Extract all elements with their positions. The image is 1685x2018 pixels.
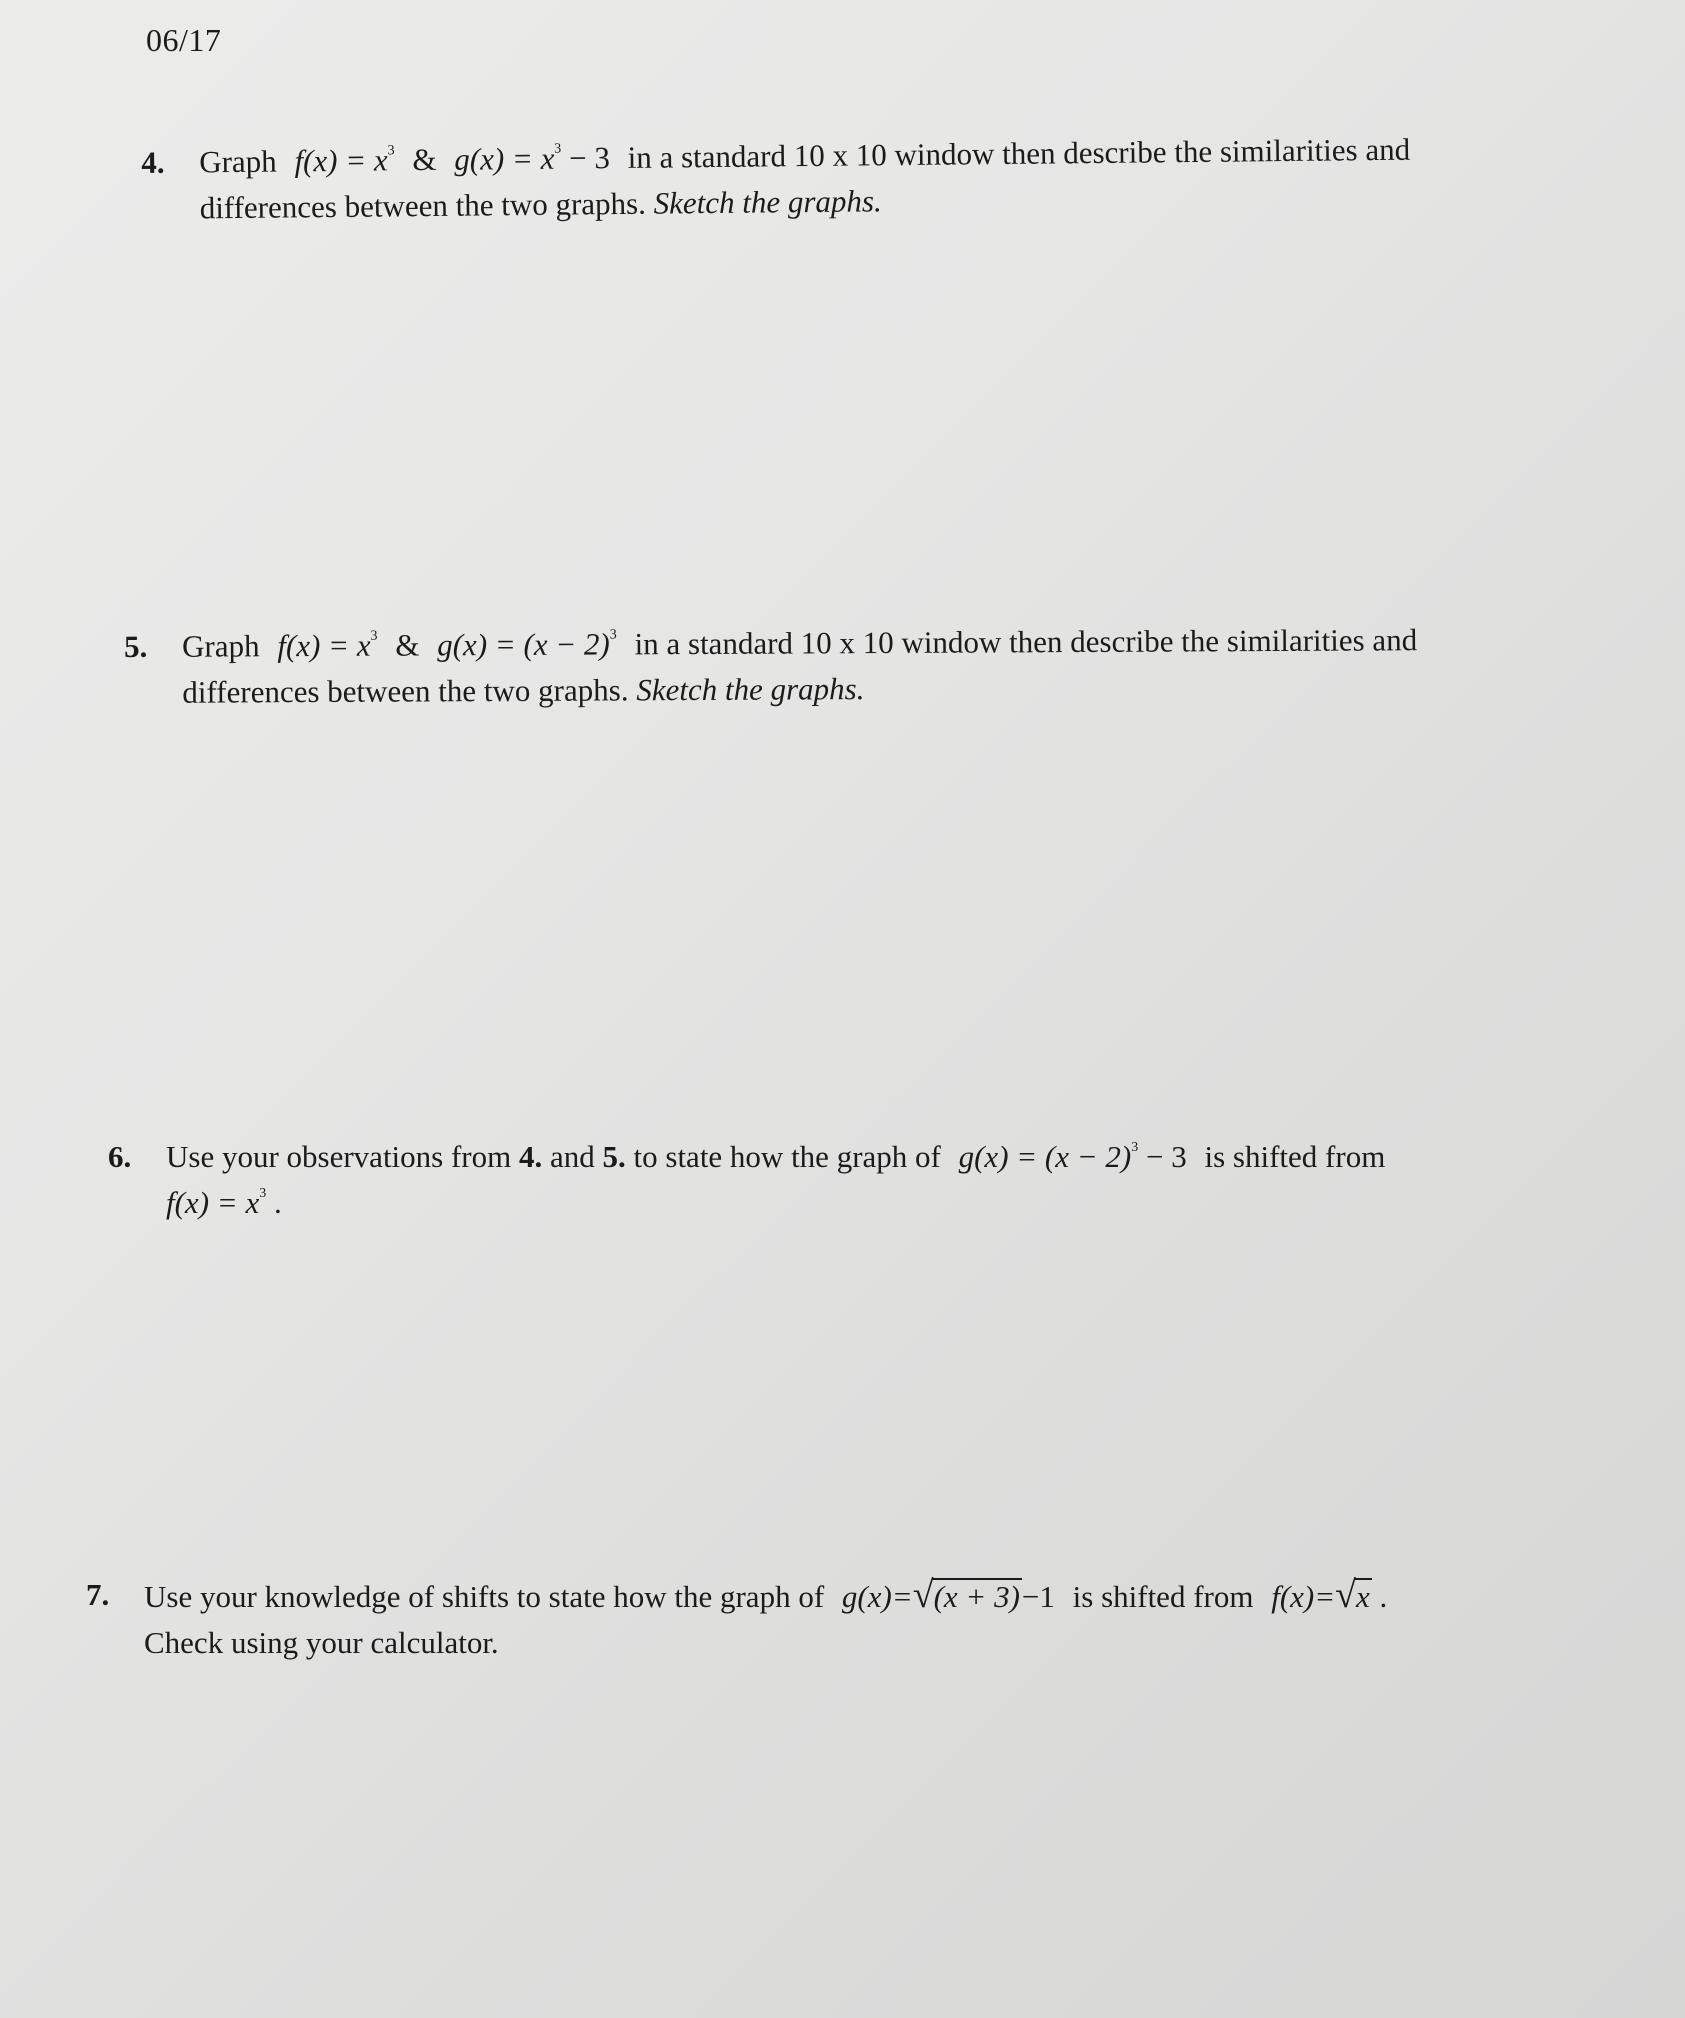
ampersand: &: [412, 141, 437, 178]
problem-line-1: [182, 617, 1417, 669]
function-f: $f(x) = x^3$ .: [166, 1185, 282, 1220]
problem-line-1: Use your knowledge of shifts to state how the graph of g(x)=√(x + 3)−1 is shifted from f(x)=√x .: [144, 1574, 1388, 1616]
reference-problem-5: 5.: [602, 1139, 626, 1174]
function-g: $g(x) = (x - 2)^3$: [437, 626, 617, 663]
square-root-icon: √: [912, 1574, 934, 1616]
problem-line-1: Use your observations from 4. and 5. to state how the graph of $g(x) = (x - 2)^3 - 3$ is shifted from: [166, 1139, 1386, 1174]
problem-number: 4.: [141, 144, 165, 180]
problem-line-2: differences between the two graphs. Sketch the graphs.: [199, 183, 882, 226]
problem-text-post: in a standard 10 x 10 window then describe the similarities and: [627, 131, 1411, 175]
function-f: $f(x) = x^3$: [294, 142, 395, 179]
problem-text: [199, 127, 1411, 232]
sketch-instruction: Sketch the graphs.: [636, 671, 865, 708]
reference-problem-4: 4.: [519, 1139, 543, 1174]
problem-text-post: in a standard 10 x 10 window then describe the similarities and: [634, 622, 1418, 662]
problem-text-pre: Graph: [199, 143, 277, 180]
function-g: $g(x) = (x - 2)^3 - 3$: [958, 1139, 1187, 1174]
problem-number: 6.: [108, 1139, 132, 1174]
problem-number: 7.: [86, 1577, 110, 1612]
problem-text-pre: Graph: [182, 628, 260, 664]
date-header: 06/17: [146, 22, 222, 58]
function-g: $g(x) = x^3 - 3$: [454, 140, 611, 177]
square-root-icon: √: [1335, 1574, 1356, 1616]
problem-text: [144, 1572, 1397, 1666]
problem-number: 5.: [124, 628, 148, 664]
function-f: $f(x) = x^3$: [277, 627, 378, 664]
problem-line-2: Check using your calculator.: [144, 1625, 499, 1660]
function-f: f(x)=√x .: [1271, 1574, 1388, 1616]
function-g: g(x)=√(x + 3)−1: [841, 1574, 1055, 1616]
ampersand: &: [395, 627, 420, 663]
problem-text: [166, 1134, 1385, 1226]
problem-text: [182, 617, 1418, 715]
problem-line-2: differences between the two graphs. Sketch the graphs.: [182, 671, 865, 710]
problem-line-2: [166, 1180, 1385, 1226]
sketch-instruction: Sketch the graphs.: [653, 183, 882, 221]
